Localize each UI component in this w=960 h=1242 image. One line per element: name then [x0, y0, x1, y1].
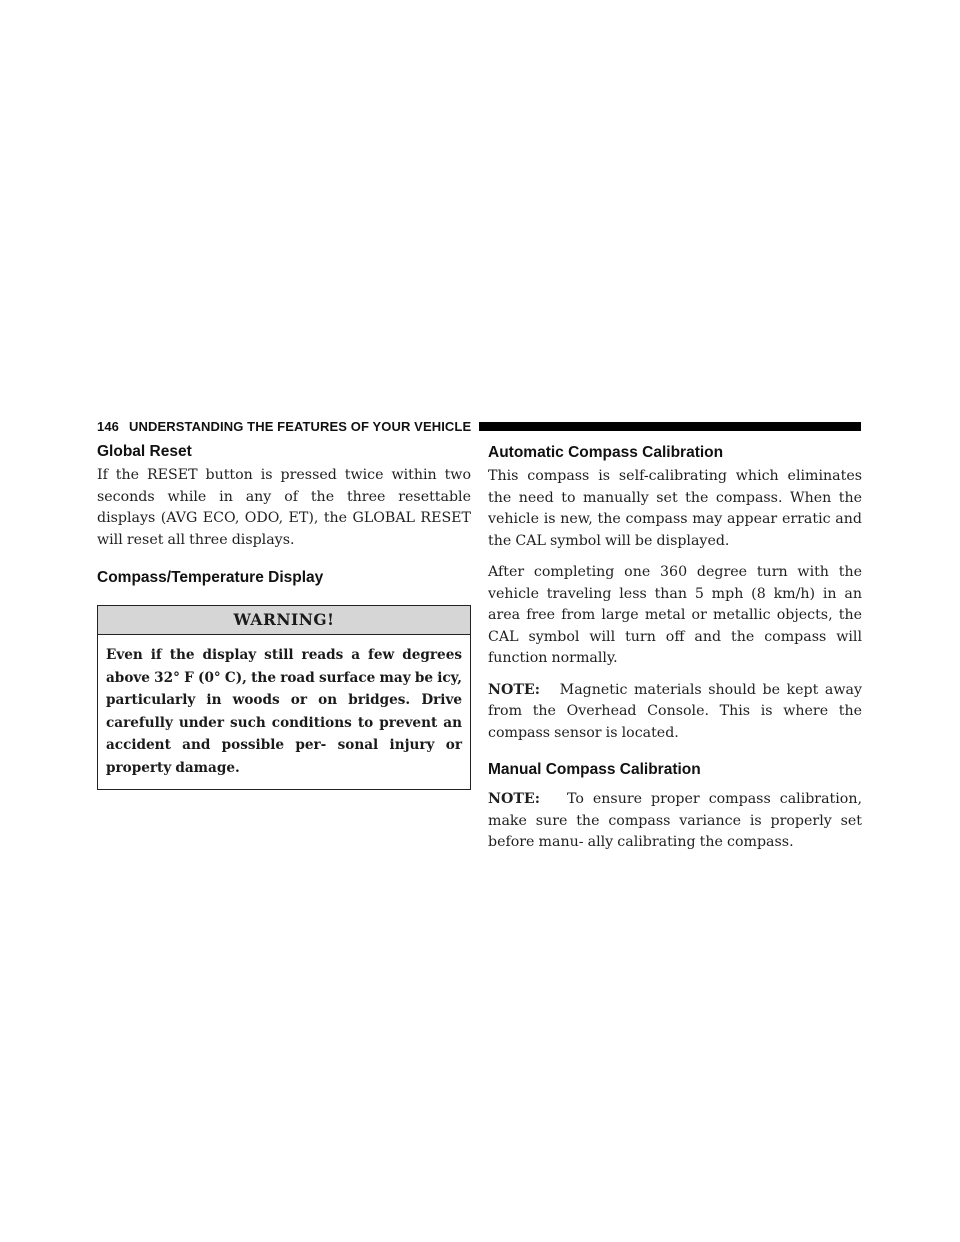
note-text: To ensure proper compass calibration, make sure the compass variance is properly set before manu- ally calibrating the compass. [488, 791, 862, 850]
header-rule [479, 422, 861, 431]
page-number: 146 [97, 418, 119, 434]
global-reset-paragraph: If the RESET button is pressed twice within two seconds while in any of the three resettable displays (AVG ECO, ODO, ET), the GLOBAL RESET will reset all three displays. [97, 467, 471, 548]
auto-calibration-note [488, 680, 862, 745]
auto-calibration-heading: Automatic Compass Calibration [488, 444, 724, 461]
note-label: NOTE: [488, 681, 540, 698]
auto-calibration-paragraph-2: After completing one 360 degree turn with the vehicle traveling less than 5 mph (8 km/h) in an area free from large metal or metallic objects, the CAL symbol will turn off and the compass will function normally. [488, 564, 862, 666]
warning-title: WARNING! [98, 606, 470, 635]
note-label: NOTE: [488, 791, 540, 807]
section-title: UNDERSTANDING THE FEATURES OF YOUR VEHICLE [129, 418, 472, 434]
manual-calibration-note [488, 789, 862, 854]
left-column [97, 443, 471, 790]
right-column [488, 443, 862, 854]
auto-calibration-paragraph-1: This compass is self-calibrating which eliminates the need to manually set the compass. When the vehicle is new, the compass may appear erratic and the CAL symbol will be displayed. [488, 468, 862, 549]
note-text: Magnetic materials should be kept away from the Overhead Console. This is where the compass sensor is located. [488, 681, 862, 741]
warning-text: Even if the display still reads a few degrees above 32° F (0° C), the road surface may be icy, particularly in woods or on bridges. Drive carefully under such conditions to prevent an accident and possible per- sonal injury or property damage. [106, 647, 462, 776]
page-header [97, 418, 861, 434]
warning-box [97, 605, 471, 790]
global-reset-heading: Global Reset [97, 443, 192, 460]
manual-calibration-heading: Manual Compass Calibration [488, 761, 701, 778]
compass-temperature-heading: Compass/Temperature Display [97, 569, 324, 586]
